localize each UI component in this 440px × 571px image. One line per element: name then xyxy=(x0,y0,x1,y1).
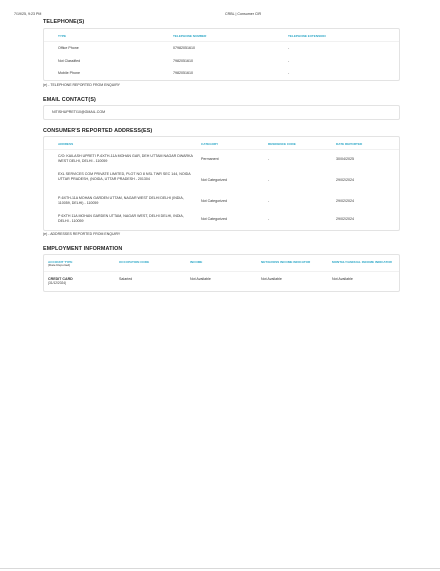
address-date-reported: 30/04/2025 xyxy=(336,157,354,161)
telephones-table xyxy=(43,28,400,81)
col-header-telephone-extension: TELEPHONE EXTENSION xyxy=(288,34,326,38)
employment-section-title: EMPLOYMENT INFORMATION xyxy=(43,246,123,252)
telephones-section-title: TELEPHONE(S) xyxy=(43,19,85,25)
address-residence-code: - xyxy=(268,217,270,221)
emails-box xyxy=(43,105,400,120)
address-residence-code: - xyxy=(268,157,270,161)
address-category: Not Categorized xyxy=(201,199,227,203)
address-category: Not Categorized xyxy=(201,217,227,221)
address-residence-code: - xyxy=(268,199,270,203)
phone-extension: - xyxy=(288,59,290,63)
net-gross-value: Not Available xyxy=(261,277,282,281)
employment-table xyxy=(43,254,400,292)
phone-extension: - xyxy=(288,71,290,75)
monthly-annual-value: Not Available xyxy=(332,277,353,281)
email-item: NITISHUPRETI10@GMAIL.COM xyxy=(52,110,106,114)
phone-number: 7982051610 xyxy=(173,71,193,75)
address-category: Not Categorized xyxy=(201,178,227,182)
header-divider xyxy=(44,41,399,42)
telephones-note: (e) - TELEPHONE REPORTED FROM ENQUIRY xyxy=(43,83,121,87)
col-header-telephone-number: TELEPHONE NUMBER xyxy=(173,34,207,38)
address-text: P 6XTH 11A MOHAN GARDEN UTTAM, NAGAR WEST, DELHI DELHI, INDIA, DELHI - 110059 xyxy=(58,214,184,223)
phone-extension: - xyxy=(288,46,290,50)
address-category: Permanent xyxy=(201,157,219,161)
address-text: P-6XTH-11A MOHAN GARDEN UTTAM, NAGAR WEST DELHI DELHI (INDIA, 110059, DELHI) - 110059 xyxy=(58,196,184,205)
col-header-type: TYPE xyxy=(58,34,67,38)
document-title: CRBL | Consumer CIR xyxy=(225,12,262,16)
income-value: Not Available xyxy=(190,277,211,281)
page-bottom-divider xyxy=(0,568,440,569)
header-divider xyxy=(44,149,399,150)
col-header-occupation-code: OCCUPATION CODE xyxy=(119,260,150,264)
phone-type: Mobile Phone xyxy=(58,71,80,75)
phone-number: 07982051610 xyxy=(173,46,195,50)
col-header-income: INCOME xyxy=(190,260,203,264)
col-header-address: ADDRESS xyxy=(58,142,74,146)
address-date-reported: 29/02/2024 xyxy=(336,199,354,203)
col-header-monthly-annual-indicator: MONTHLY/ANNUAL INCOME INDICATOR xyxy=(332,260,392,264)
address-text: EXL SERVICES COM PRIVATE LIMITED, PLOT NO 8 NSL TWR SEC 144, NOIDA UTTAR PRADESH, (NOIDA, UTTAR PRADESH - 201304 xyxy=(58,172,191,181)
col-header-account-type: ACCOUNT TYPE xyxy=(48,260,73,264)
col-header-category: CATEGORY xyxy=(201,142,219,146)
address-residence-code: - xyxy=(268,178,270,182)
phone-type: Office Phone xyxy=(58,46,79,50)
account-date-reported: (31/12/2024) xyxy=(48,281,67,285)
phone-type: Not Classified xyxy=(58,59,81,63)
col-header-date-reported: DATE REPORTED xyxy=(336,142,363,146)
addresses-section-title: CONSUMER'S REPORTED ADDRESS(ES) xyxy=(43,128,153,134)
col-header-date-reported-sub: (Date Reported) xyxy=(48,263,71,267)
account-type: CREDIT CARD xyxy=(48,277,73,281)
address-text: C/O: KAILASH UPRETI P-6XTH-11A MOHAN GAR, DEH UTTAM NAGAR DWARKA WEST DELHI, DELHI - 110059 xyxy=(58,154,193,163)
col-header-net-gross-indicator: NET/GROSS INCOME INDICATOR xyxy=(261,260,311,264)
header-divider xyxy=(44,271,399,272)
addresses-note: (e) - ADDRESSES REPORTED FROM ENQUIRY xyxy=(43,232,121,236)
print-datetime: 7/19/25, 9:23 PM xyxy=(14,12,42,16)
address-date-reported: 29/02/2024 xyxy=(336,178,354,182)
col-header-residence-code: RESIDENCE CODE xyxy=(268,142,296,146)
emails-section-title: EMAIL CONTACT(S) xyxy=(43,97,96,103)
addresses-table xyxy=(43,136,400,231)
phone-number: 7982051610 xyxy=(173,59,193,63)
address-date-reported: 29/02/2024 xyxy=(336,217,354,221)
occupation-code: Salaried xyxy=(119,277,133,281)
